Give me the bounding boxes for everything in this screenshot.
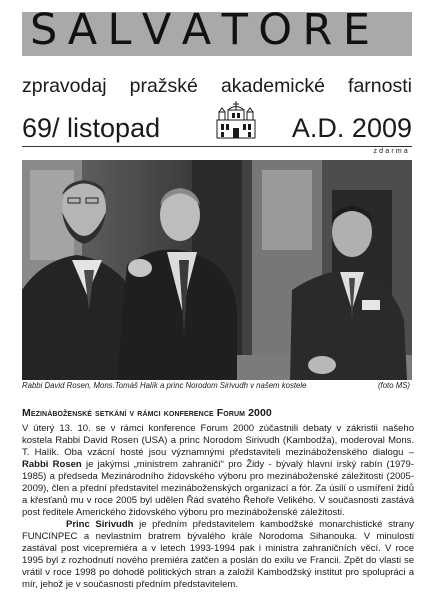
title-letter: L (107, 4, 132, 55)
title-letter: E (342, 4, 370, 55)
rabbi-rosen-name: Rabbi Rosen (22, 459, 82, 470)
issue-year: A.D. 2009 (291, 113, 412, 143)
prince-sirivudh-name: Princ Sirivudh (66, 519, 134, 530)
paragraph-text: je předním představitelem kambodžské monarchistické strany FUNCINPEC a nevlastním bratrem bývalého krále Norodoma Sihanouka. V minulosti zastával post vicepremiéra a v letech 1993-1994 pak i ministra zahraničních věcí. V roce 1995 byl z rozhodnutí nového premiéra zatčen a poslán do exilu ve Francii. Zpět do vlasti se vrátil v roce 1998 po dohodě politických stran a založil Kambodžský institut pro spolupráci a mír, jehož je v současnosti předním představitelem. (22, 519, 414, 590)
subtitle-word: farnosti (348, 75, 412, 97)
church-facade-icon (215, 98, 257, 140)
title-letter: A (181, 4, 212, 55)
article-paragraph (22, 423, 414, 519)
article-paragraph (22, 519, 414, 591)
title-letter: A (67, 4, 98, 55)
caption-text: Rabbi David Rosen, Mons.Tomáš Halík a princ Norodom Sirivudh v našem kostele (22, 381, 307, 390)
title-letter: T (221, 4, 248, 55)
photo-illustration (22, 160, 412, 380)
paragraph-text: je jakýmsi „ministrem zahraničí“ pro Židy - bývalý hlavní irský rabín (1979-1985) a předseda Mezinárodního židovského výboru pro mezináboženské záležitosti (2005-2009), člen a přední představitel mezináboženských organizací a fór. Za úsilí o usmíření židů a křesťanů mu v roce 2005 byl udělen Řád svatého Řehoře Velikého. V současnosti zastává post ředitele Amerického židovského výboru pro mezináboženské záležitosti. (22, 459, 414, 518)
article-photo (22, 160, 412, 380)
subtitle-word: pražské (129, 75, 198, 97)
issue-number: 69/ listopad (22, 113, 161, 143)
title-letter: S (30, 4, 58, 55)
subtitle-word: zpravodaj (22, 75, 107, 97)
title-letter: V (141, 4, 172, 55)
newsletter-subtitle (22, 75, 412, 98)
photo-credit: (foto MS) (377, 381, 410, 390)
title-letter: O (258, 4, 293, 55)
subtitle-word: akademické (220, 75, 325, 97)
issue-divider (22, 146, 412, 147)
paragraph-text: V úterý 13. 10. se v rámci konference Forum 2000 zúčastnili debaty v zákristii našeho kostela Rabbi David Rosen (USA) a princ Norodom Sirivudh (Kambodža), moderoval Mons. T. Halík. Oba vzácní hosté jsou významnými představiteli mezináboženského dialogu – (22, 423, 414, 458)
title-letter: R (302, 4, 333, 55)
issue-line (22, 110, 412, 146)
photo-caption (22, 381, 412, 390)
article-heading: Mezináboženské setkání v rámci konference Forum 2000 (22, 407, 272, 419)
masthead-title (30, 6, 370, 54)
price-label: zdarma (373, 148, 410, 155)
article-body (22, 423, 414, 591)
